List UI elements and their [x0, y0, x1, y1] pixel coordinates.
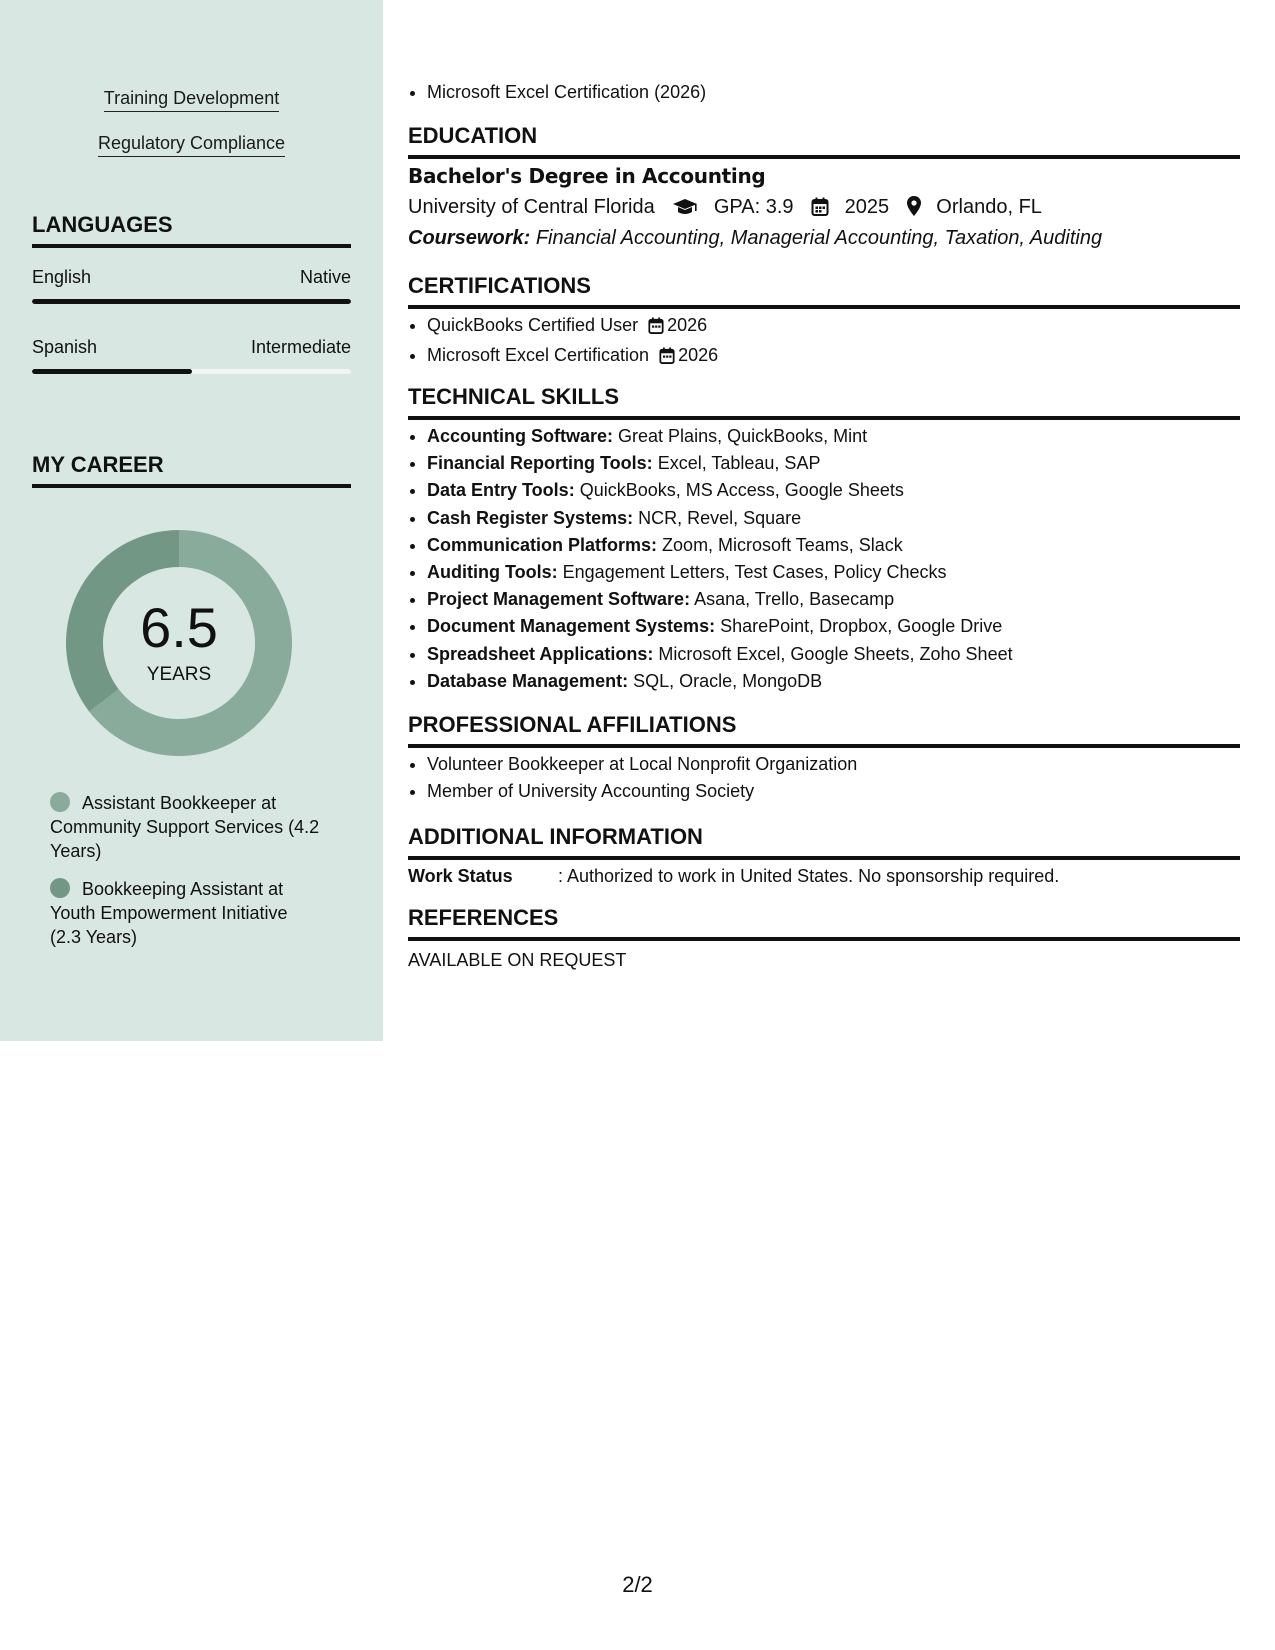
languages-heading: LANGUAGES [32, 212, 351, 248]
certifications-list [408, 312, 718, 372]
list-item: • Document Management Systems: SharePoint, Dropbox, Google Drive [427, 613, 1013, 640]
language-name: Spanish [32, 337, 98, 357]
list-item: • Microsoft Excel Certification 2026 [427, 342, 718, 372]
list-item: • Project Management Software: Asana, Trello, Basecamp [427, 586, 1013, 613]
list-item: • QuickBooks Certified User 2026 [427, 312, 718, 342]
list-item: • Accounting Software: Great Plains, QuickBooks, Mint [427, 423, 1013, 450]
skill-tag: Training Development [0, 88, 383, 109]
school-name: University of Central Florida [408, 196, 655, 218]
list-item: • Communication Platforms: Zoom, Microsoft Teams, Slack [427, 532, 1013, 559]
references-heading: REFERENCES [408, 905, 1240, 941]
language-row [32, 337, 351, 358]
language-bar [32, 369, 351, 374]
calendar-icon [811, 197, 829, 222]
career-unit: YEARS [146, 664, 212, 685]
education-heading: EDUCATION [408, 123, 1240, 159]
certifications-heading: CERTIFICATIONS [408, 273, 1240, 309]
gpa: GPA: 3.9 [713, 196, 794, 218]
list-item: • Auditing Tools: Engagement Letters, Test Cases, Policy Checks [427, 559, 1013, 586]
map-pin-icon [907, 196, 921, 222]
calendar-icon [659, 345, 675, 372]
language-level: Intermediate [250, 337, 351, 357]
language-bar [32, 299, 351, 304]
graduation-cap-icon [672, 198, 698, 222]
work-status [408, 866, 1059, 887]
school-location: Orlando, FL [936, 196, 1042, 218]
education-details [408, 196, 1042, 222]
list-item: • Volunteer Bookkeeper at Local Nonprofit Organization [427, 751, 857, 778]
affiliations-list [408, 751, 857, 805]
career-total: 6.5 [140, 596, 218, 659]
language-bar-fill [32, 299, 351, 304]
language-bar-fill [32, 369, 192, 374]
list-item: • Data Entry Tools: QuickBooks, MS Access, Google Sheets [427, 477, 1013, 504]
work-status-label: Work Status [408, 866, 513, 886]
list-item: • Cash Register Systems: NCR, Revel, Square [427, 505, 1013, 532]
list-item: • Spreadsheet Applications: Microsoft Excel, Google Sheets, Zoho Sheet [427, 641, 1013, 668]
page-number: 2/2 [622, 1572, 653, 1597]
affiliations-heading: PROFESSIONAL AFFILIATIONS [408, 712, 1240, 748]
language-name: English [32, 267, 92, 287]
coursework: Coursework: Financial Accounting, Managerial Accounting, Taxation, Auditing [408, 227, 1103, 249]
career-legend-item: Bookkeeping Assistant at Youth Empowerment Initiative (2.3 Years) [50, 879, 288, 947]
degree-title: Bachelor's Degree in Accounting [408, 164, 766, 188]
additional-info-heading: ADDITIONAL INFORMATION [408, 824, 1240, 860]
legend-dot [50, 878, 70, 898]
technical-skills-list [408, 423, 1013, 695]
list-item: • Database Management: SQL, Oracle, MongoDB [427, 668, 1013, 695]
certification-list-continued [408, 79, 706, 106]
references-text: AVAILABLE ON REQUEST [408, 950, 627, 970]
sidebar [0, 0, 383, 1041]
skill-tag: Regulatory Compliance [0, 133, 383, 154]
calendar-icon [648, 315, 664, 342]
language-level: Native [299, 267, 351, 287]
legend-dot [50, 792, 70, 812]
list-item: • Financial Reporting Tools: Excel, Tableau, SAP [427, 450, 1013, 477]
language-row [32, 267, 351, 288]
list-item: • Microsoft Excel Certification (2026) [427, 79, 706, 106]
list-item: • Member of University Accounting Society [427, 778, 857, 805]
technical-skills-heading: TECHNICAL SKILLS [408, 384, 1240, 420]
career-legend-item: Assistant Bookkeeper at Community Support Services (4.2 Years) [50, 793, 320, 861]
career-heading: MY CAREER [32, 452, 351, 488]
work-status-value: : Authorized to work in United States. No sponsorship required. [558, 866, 1060, 886]
graduation-year: 2025 [844, 196, 890, 218]
